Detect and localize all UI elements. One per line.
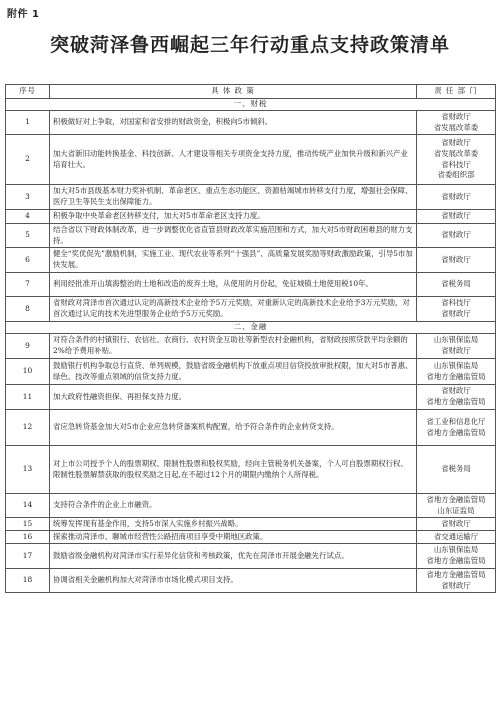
header-num: 序号: [6, 85, 50, 99]
row-dept: [417, 410, 496, 446]
row-dept: [417, 518, 496, 531]
table-row: [6, 531, 496, 544]
dept-name: 山东银保监局: [433, 335, 479, 345]
row-policy: 省财政对菏泽市首次通过认定的高新技术企业给予5万元奖励，对重新认定的高新技术企业给予3万元奖励，对首次通过认定的技术先进型服务企业给予5万元奖励。: [50, 297, 417, 322]
dept-name: 省财政厅: [441, 580, 471, 590]
dept-name: 山东银保监局: [433, 545, 479, 555]
dept-name: 省发展改革委: [433, 122, 479, 132]
dept-name: 省财政厅: [441, 254, 471, 264]
dept-name: 省科技厅: [441, 298, 471, 308]
row-policy: 加大省新旧动能转换基金、科技创新、人才建设等相关专项资金支持力度，推动传统产业加快升级和新兴产业培育壮大。: [50, 135, 417, 185]
section-row: [6, 99, 496, 111]
policy-table: [5, 84, 496, 593]
table-row: [6, 297, 496, 322]
table-row: [6, 135, 496, 185]
row-dept: [417, 569, 496, 593]
row-policy: 协调省相关金融机构加大对菏泽市市场化模式项目支持。: [50, 569, 417, 593]
dept-name: 省财政厅: [441, 518, 471, 528]
section-title: 二、金融: [6, 322, 496, 334]
dept-name: 省财政厅: [441, 309, 471, 318]
dept-name: 省地方金融监管局: [426, 397, 486, 406]
row-num: 14: [6, 494, 50, 518]
table-row: [6, 210, 496, 224]
dept-name: 省财政厅: [441, 191, 471, 201]
row-num: 10: [6, 359, 50, 385]
table-row: [6, 518, 496, 531]
row-policy: 加大政府性融资担保、再担保支持力度。: [50, 385, 417, 410]
table-row: [6, 334, 496, 359]
dept-name: 省税务局: [441, 279, 471, 289]
row-policy: 鼓励省级金融机构对菏泽市实行差异化信贷和考核政策，优先在菏泽市开展金融先行试点。: [50, 544, 417, 569]
row-policy: 探索推动菏泽市、聊城市经营性公路招商项目享受中期地区政策。: [50, 531, 417, 544]
table-row: [6, 224, 496, 248]
row-dept: [417, 248, 496, 273]
table-row: [6, 111, 496, 135]
row-dept: [417, 273, 496, 297]
dept-name: 省财政厅: [441, 137, 471, 147]
table-row: [6, 544, 496, 569]
row-dept: [417, 531, 496, 544]
row-policy: 对上市公司授予个人的股票期权、限制性股票和股权奖励，经向主管税务机关备案，个人可自股票期权行权、限制性股票解禁获取的股权奖励之日起,在不超过12个月的期限内缴纳个人所得税。: [50, 446, 417, 494]
row-policy: 省应急转贷基金加大对5市企业应急转贷备案机构配置，给予符合条件的企业转贷支持。: [50, 410, 417, 446]
row-num: 11: [6, 385, 50, 410]
table-header-row: [6, 85, 496, 99]
table-row: [6, 410, 496, 446]
header-policy: 具 体 政 策: [50, 85, 417, 99]
table-row: [6, 359, 496, 385]
table-row: [6, 385, 496, 410]
table-row: [6, 446, 496, 494]
row-num: 8: [6, 297, 50, 322]
dept-name: 省地方金融监管局: [426, 494, 486, 504]
row-dept: [417, 185, 496, 210]
table-row: [6, 273, 496, 297]
row-policy: 支持符合条件的企业上市融资。: [50, 494, 417, 518]
row-policy: 结合省以下财政体制改革，进一步调整优化省直管县财政改革实施范围和方式，加大对5市财政困难县的财力支持。: [50, 224, 417, 248]
row-num: 7: [6, 273, 50, 297]
row-policy: 统筹发挥现有基金作用，支持5市深入实施乡村振兴战略。: [50, 518, 417, 531]
row-num: 17: [6, 544, 50, 569]
row-policy: 对符合条件的村镇银行、农信社、农商行、农村资金互助社等新型农村金融机构，省财政按照贷款平均余额的2%给予费用补贴。: [50, 334, 417, 359]
dept-name: 省发展改革委: [433, 148, 479, 158]
row-policy: 健全“奖优促先”激励机制，实施工业、现代农业等系列“十强县”、高质量发展奖励等财政激励政策，引导5市加快发展。: [50, 248, 417, 273]
row-dept: [417, 210, 496, 224]
table-row: [6, 185, 496, 210]
dept-name: 省税务局: [441, 464, 471, 474]
dept-name: 省地方金融监管局: [426, 427, 486, 437]
row-dept: [417, 297, 496, 322]
row-dept: [417, 494, 496, 518]
table-row: [6, 248, 496, 273]
row-num: 1: [6, 111, 50, 135]
row-policy: 积极争取中央革命老区转移支付，加大对5市革命老区支持力度。: [50, 210, 417, 224]
row-num: 15: [6, 518, 50, 531]
dept-name: 省委组织部: [437, 170, 475, 180]
row-policy: 加大对5市县级基本财力奖补机制、革命老区、重点生态功能区、资源枯竭城市转移支付力度，增强社会保障、医疗卫生等民生支出保障能力。: [50, 185, 417, 210]
dept-name: 省财政厅: [441, 346, 471, 355]
dept-name: 省地方金融监管局: [426, 569, 486, 579]
row-dept: [417, 446, 496, 494]
row-dept: [417, 385, 496, 410]
table-row: [6, 569, 496, 593]
dept-name: 山东证监局: [437, 505, 475, 515]
section-row: [6, 322, 496, 334]
row-policy: 积极做好对上争取，对国家和省安排的财政资金，积极向5市倾斜。: [50, 111, 417, 135]
dept-name: 省财政厅: [441, 230, 471, 240]
dept-name: 山东银保监局: [433, 360, 479, 370]
row-dept: [417, 224, 496, 248]
table-row: [6, 494, 496, 518]
dept-name: 省工业和信息化厅: [426, 416, 486, 426]
row-num: 18: [6, 569, 50, 593]
dept-name: 省交通运输厅: [433, 531, 479, 541]
row-policy: 利用经批准开山填海整治的土地和改造的废弃土地，从使用的月份起，免征城镇土地使用税10年。: [50, 273, 417, 297]
row-dept: [417, 135, 496, 185]
row-num: 2: [6, 135, 50, 185]
dept-name: 省财政厅: [441, 211, 471, 221]
dept-name: 省地方金融监管局: [426, 556, 486, 565]
row-dept: [417, 359, 496, 385]
row-num: 9: [6, 334, 50, 359]
row-num: 16: [6, 531, 50, 544]
dept-name: 省地方金融监管局: [426, 371, 486, 381]
row-policy: 鼓励银行机构争取总行直贷、单列规模，鼓励省级金融机构下放重点项目信贷投放审批权限，加大对5市普惠、绿色、技改等重点领域的信贷支持力度。: [50, 359, 417, 385]
row-num: 5: [6, 224, 50, 248]
section-title: 一、财税: [6, 99, 496, 111]
dept-name: 省财政厅: [441, 111, 471, 121]
row-dept: [417, 334, 496, 359]
row-num: 3: [6, 185, 50, 210]
attachment-label: 附件 1: [7, 9, 40, 20]
header-dept: 责 任 部 门: [417, 85, 496, 99]
row-num: 4: [6, 210, 50, 224]
row-num: 6: [6, 248, 50, 273]
row-dept: [417, 544, 496, 569]
page-title: 突破菏泽鲁西崛起三年行动重点支持政策清单: [49, 34, 450, 56]
dept-name: 省科技厅: [441, 159, 471, 169]
row-num: 13: [6, 446, 50, 494]
row-num: 12: [6, 410, 50, 446]
dept-name: 省财政厅: [441, 386, 471, 396]
row-dept: [417, 111, 496, 135]
